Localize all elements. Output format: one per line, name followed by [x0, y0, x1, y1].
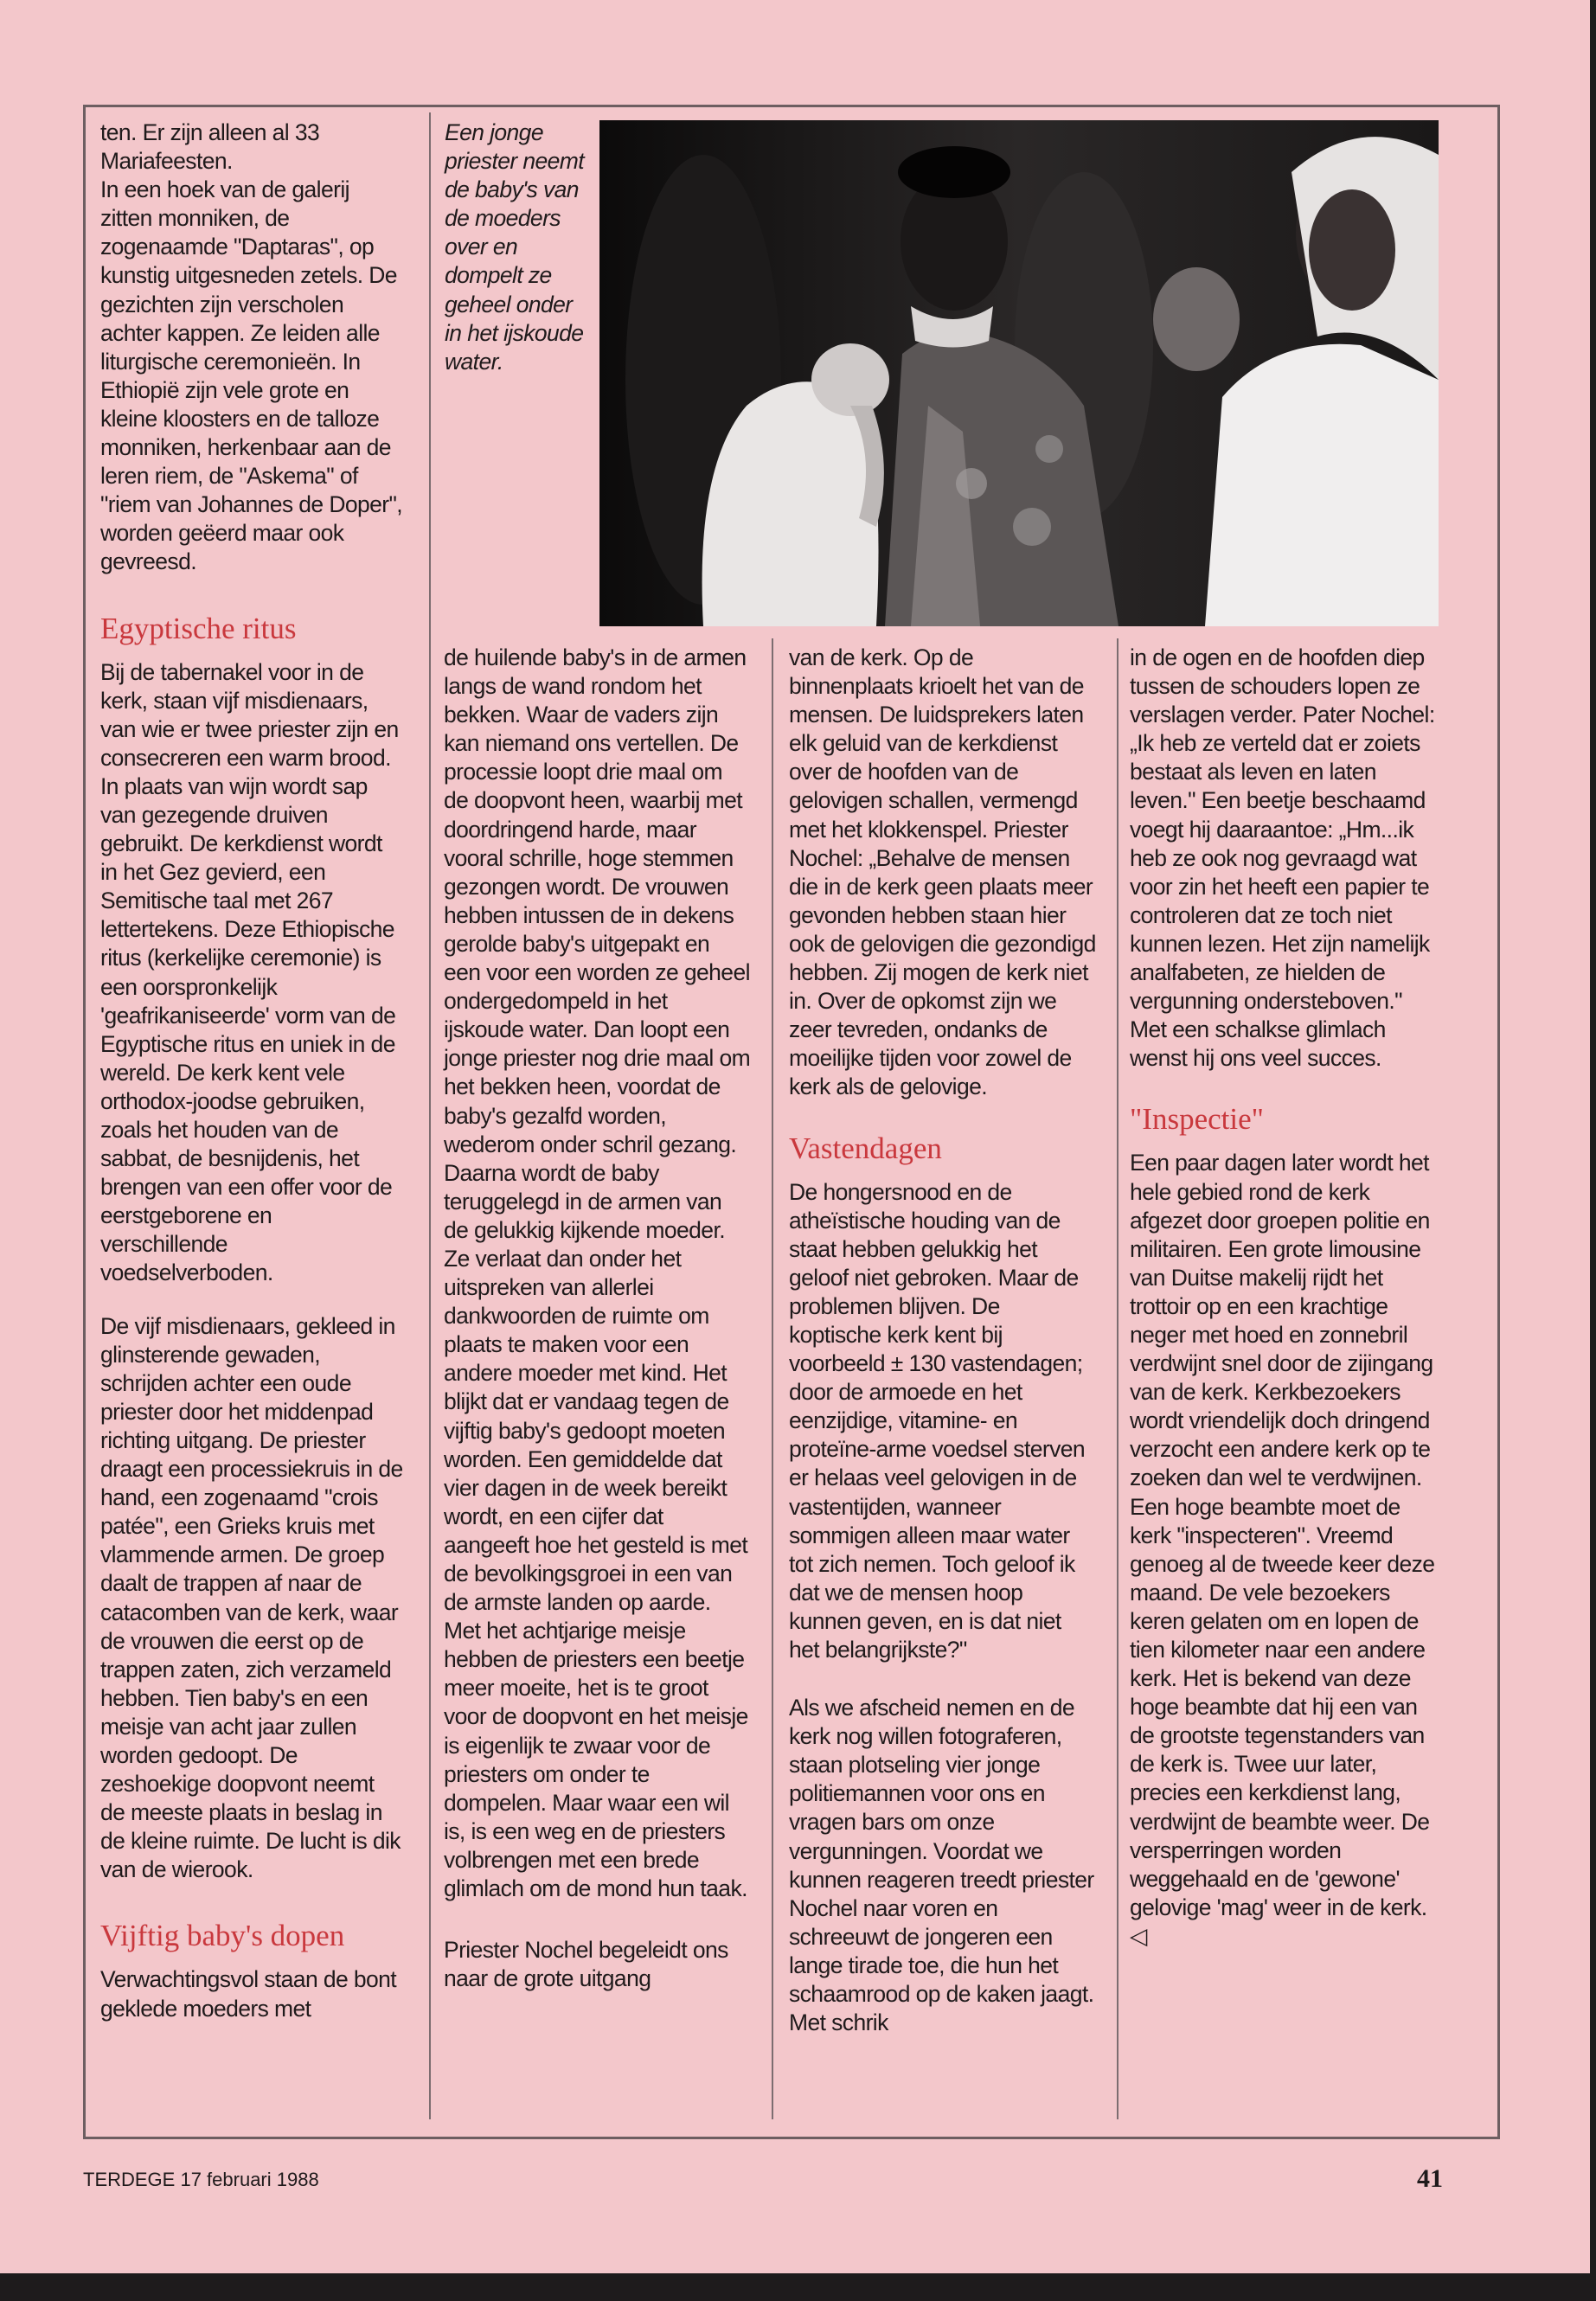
column-2 — [444, 644, 751, 2007]
paragraph: ten. Er zijn alleen al 33 Mariafeesten. — [100, 119, 320, 175]
section-heading: Egyptische ritus — [100, 611, 297, 645]
footer-publication: TERDEGE 17 februari 1988 — [83, 2169, 319, 2190]
column-3 — [789, 644, 1097, 2051]
paragraph: Een paar dagen later wordt het hele gebied rond de kerk afgezet door groepen politie en militairen. Een grote limousine van Duitse makelij rijdt het trottoir op en een krachtige neger met hoed en zonnebril verdwijnt snel door de zijingang van de kerk. Kerkbezoekers wordt vriendelijk doch dringend verzocht een andere kerk op te zoeken dan wel te verdwijnen. Een hoge beambte moet de kerk "inspecteren". Vreemd genoeg al de tweede keer deze maand. De vele bezoekers keren gelaten om en lopen de tien kilometer naar een andere kerk. Het is bekend van deze hoge beambte dat hij een van de grootste tegenstanders van de kerk is. Twee uur later, precies een kerkdienst lang, verdwijnt de beambte weer. De versperringen worden weggehaald en de 'gewone' gelovige 'mag' weer in de kerk. ◁ — [1130, 1150, 1435, 1949]
paragraph: De vijf misdienaars, gekleed in glinsterende gewaden, schrijden achter een oude priester door het middenpad richting uitgang. De priester draagt een processiekruis in de hand, een zogenaamd "crois patée", een Grieks kruis met vlammende armen. De groep daalt de trappen af naar de catacomben van de kerk, waar de vrouwen die eerst op de trappen zaten, zich verzameld hebben. Tien baby's en een meisje van acht jaar zullen worden gedoopt. De zeshoekige doopvont neemt de meeste plaats in beslag in de kleine ruimte. De lucht is dik van de wierook. — [100, 1312, 403, 1883]
paragraph: In een hoek van de galerij zitten monniken, de zogenaamde "Daptaras", op kunstig uitgesneden zetels. De gezichten zijn verscholen achter kappen. Ze leiden alle liturgische ceremonieën. In Ethiopië zijn vele grote en kleine kloosters en de talloze monniken, herkenbaar aan de leren riem, de "Askema" of "riem van Johannes de Doper", worden geëerd maar ook gevreesd. — [100, 176, 403, 575]
paragraph: in de ogen en de hoofden diep tussen de schouders lopen ze verslagen verder. Pater Nochel: „Ik heb ze verteld dat er zoiets bestaat als leven en laten leven." Een beetje beschaamd voegt hij daaraantoe: „Hm...ik heb ze ook nog gevraagd wat voor zin het heeft een papier te controleren dat ze toch niet kunnen lezen. Het zijn namelijk analfabeten, ze hielden de vergunning ondersteboven." Met een schalkse glimlach wenst hij ons veel succes. — [1130, 644, 1435, 1072]
column-1 — [100, 119, 403, 2037]
photo-caption: Een jonge priester neemt de baby's van de moeders over en dompelt ze geheel onder in het ijskoude water. — [445, 119, 584, 375]
article-photo — [599, 120, 1439, 626]
column-4 — [1130, 644, 1441, 1965]
column-rule — [429, 112, 431, 2119]
section-heading: "Inspectie" — [1130, 1102, 1264, 1137]
section-heading: Vijftig baby's dopen — [100, 1919, 345, 1953]
column-rule — [772, 638, 773, 2119]
paragraph: de huilende baby's in de armen langs de wand rondom het bekken. Waar de vaders zijn kan niemand ons vertellen. De processie loopt drie maal om de doopvont heen, waarbij met doordringend harde, maar vooral schrille, hoge stemmen gezongen wordt. De vrouwen hebben intussen de in dekens gerolde baby's uitgepakt en een voor een worden ze geheel ondergedompeld in het ijskoude water. Dan loopt een jonge priester nog drie maal om het bekken heen, voordat de baby's gezalfd worden, wederom onder schril gezang. Daarna wordt de baby teruggelegd in de armen van de gelukkig kijkende moeder. Ze verlaat dan onder het uitspreken van allerlei dankwoorden de ruimte om plaats te maken voor een andere moeder met kind. Het blijkt dat er vandaag tegen de vijftig baby's gedoopt moeten worden. Een gemiddelde dat vier dagen in de week bereikt wordt, en een cijfer dat aangeeft hoe het gesteld is met de bevolkingsgroei in een van de armste landen op aarde. Met het achtjarige meisje hebben de priesters een beetje meer moeite, het is te groot voor de doopvont en het meisje is eigenlijk te zwaar voor de priesters om onder te dompelen. Maar waar een wil is, is een weg en de priesters volbrengen met een brede glimlach om de mond hun taak. — [444, 644, 751, 1902]
column-rule — [1117, 638, 1118, 2119]
paragraph: De hongersnood en de atheïstische houding van de staat hebben gelukkig het geloof niet gebroken. Maar de problemen blijven. De koptische kerk kent bij voorbeeld ± 130 vastendagen; door de armoede en het eenzijdige, vitamine- en proteïne-arme voedsel sterven er helaas veel gelovigen in de vastentijden, wanneer sommigen alleen maar water tot zich nemen. Toch geloof ik dat we de mensen hoop kunnen geven, en is dat niet het belangrijkste?" — [789, 1178, 1086, 1663]
paragraph: Priester Nochel begeleidt ons naar de grote uitgang — [444, 1937, 728, 1992]
paragraph: Verwachtingsvol staan de bont geklede moeders met — [100, 1966, 397, 2022]
paragraph: Bij de tabernakel voor in de kerk, staan vijf misdienaars, van wie er twee priester zijn en consecreren een warm brood. In plaats van wijn wordt sap van gezegende druiven gebruikt. De kerkdienst wordt in het Gez gevierd, een Semitische taal met 267 lettertekens. Deze Ethiopische ritus (kerkelijke ceremonie) is een oorspronkelijk 'geafrikaniseerde' vorm van de Egyptische ritus en uniek in de wereld. De kerk kent vele orthodox-joodse gebruiken, zoals het houden van de sabbat, de besnijdenis, het brengen van een offer voor de eerstgeborene en verschillende voedselverboden. — [100, 658, 399, 1286]
page-number: 41 — [1417, 2164, 1443, 2193]
paragraph: van de kerk. Op de binnenplaats krioelt het van de mensen. De luidsprekers laten elk geluid van de kerkdienst over de hoofden van de gelovigen schallen, vermengd met het klokkenspel. Priester Nochel: „Behalve de mensen die in de kerk geen plaats meer gevonden hebben staan hier ook de gelovigen die gezondigd hebben. Zij mogen de kerk niet in. Over de opkomst zijn we zeer tevreden, ondanks de moeilijke tijden voor zowel de kerk als de gelovige. — [789, 644, 1096, 1100]
baptism-photo — [599, 120, 1439, 626]
paragraph: Als we afscheid nemen en de kerk nog willen fotograferen, staan plotseling vier jonge politiemannen voor ons en vragen bars om onze vergunningen. Voordat we kunnen reageren treedt priester Nochel naar voren en schreeuwt de jongeren een lange tirade toe, die hun het schaamrood op de kaken jaagt. Met schrik — [789, 1695, 1094, 2036]
section-heading: Vastendagen — [789, 1131, 942, 1165]
